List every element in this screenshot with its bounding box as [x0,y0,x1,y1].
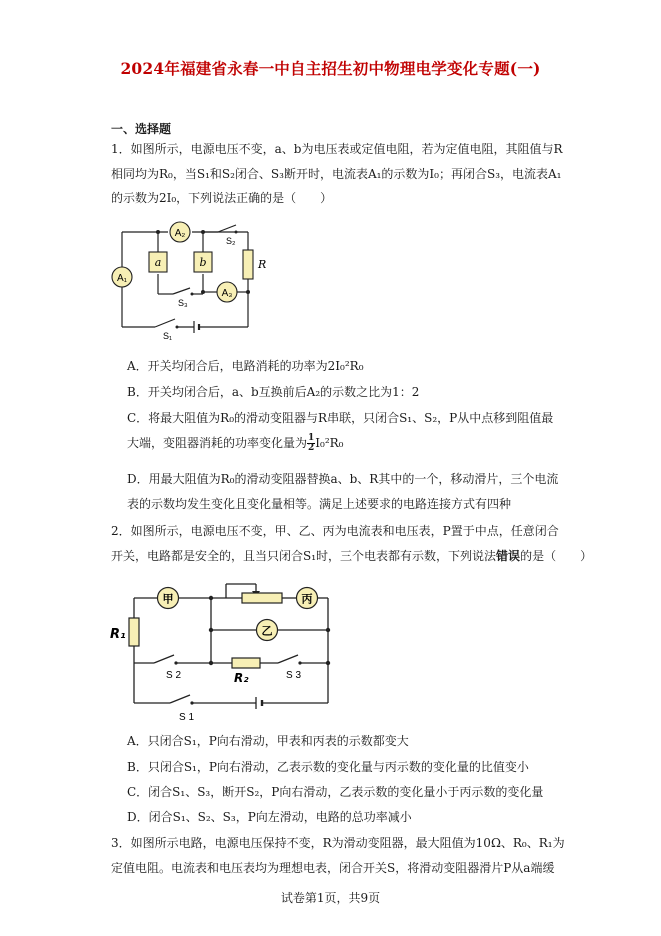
q2-switch-s1-label: S 1 [179,712,195,723]
q1-circuit-diagram [108,222,268,340]
q2-option-c-text: C．闭合S₁、S₃，断开S₂，P向右滑动，乙表示数的变化量小于丙示数的变化量 [127,785,544,799]
q1-option-c-line-2 [127,431,557,456]
q1-option-b [127,380,557,405]
question-3-stem [111,831,565,880]
page-title: 2024年福建省永春一中自主招生初中物理电学变化专题(一) [120,59,541,78]
question-1-stem [111,137,563,211]
q1-option-a [127,354,557,379]
q1-meter-a3-label: A₃ [221,288,233,299]
fraction-numerator: 1 [308,432,315,443]
q2-option-d [127,805,557,830]
q1-option-c-line-1: C．将最大阻值为R₀的滑动变阻器与R串联，只闭合S₁、S₂，P从中点移到阻值最 [127,411,554,425]
section-heading: 一、选择题 [111,122,172,136]
page-footer: 试卷第1页，共9页 [280,891,381,905]
q1-line-1: 1．如图所示，电源电压不变，a、b为电压表或定值电阻，若为定值电阻，其阻值与R [111,142,563,156]
q1-option-c [127,406,557,455]
q1-option-c-text: 大端，变阻器消耗的功率变化量为 [127,435,308,450]
q1-option-a-text: A．开关均闭合后，电路消耗的功率为2I₀²R₀ [127,359,364,373]
q2-line-1: 2．如图所示，电源电压不变，甲、乙、丙为电流表和电压表，P置于中点，任意闭合 [111,524,559,538]
q2-line-2 [111,544,593,569]
q2-resistor-r1-label: R₁ [110,627,126,642]
q2-switch-s2-label: S 2 [166,670,182,681]
q2-line-2-text: 开关，电路都是安全的，且当只闭合S₁时，三个电表都有示数，下列说法 [111,548,497,563]
q1-switch-s1-label: S₁ [163,331,173,341]
q1-resistor-r-label: R [258,258,267,271]
q2-meter-bing-label: 丙 [301,592,313,606]
fraction-denominator: 2 [308,442,315,453]
q2-switch-s3-label: S 3 [286,670,302,681]
q2-option-c [127,780,557,805]
q1-switch-s2-label: S₂ [226,236,236,246]
q2-resistor-r2-label: R₂ [234,671,249,685]
q1-option-d [127,467,557,516]
q1-box-a-label: a [154,256,162,269]
q2-meter-jia-label: 甲 [162,592,174,606]
q1-switch-s3-label: S₃ [178,298,188,308]
q2-option-b-text: B．只闭合S₁，P向右滑动，乙表示数的变化量与丙示数的变化量的比值变小 [127,760,529,774]
q2-option-a-text: A．只闭合S₁，P向右滑动，甲表和丙表的示数都变大 [127,734,409,748]
q1-box-b-label: b [199,256,207,269]
q1-option-c-expression: I₀²R₀ [315,435,344,450]
q1-line-3: 的示数为2I₀，下列说法正确的是（ ） [111,191,333,205]
q2-meter-yi-label: 乙 [261,624,273,638]
question-2-stem [111,519,593,568]
q1-option-d-line-1: D．用最大阻值为R₀的滑动变阻器替换a、b、R其中的一个，移动滑片，三个电流 [127,472,559,486]
q2-emphasis-word: 错误 [496,548,521,563]
q1-meter-a2-label: A₂ [174,228,186,239]
q2-option-b [127,755,557,780]
q2-option-a [127,729,557,754]
q1-option-b-text: B．开关均闭合后，a、b互换前后A₂的示数之比为1：2 [127,385,420,399]
q1-meter-a1-label: A₁ [116,273,128,284]
q3-line-2: 定值电阻。电流表和电压表均为理想电表，闭合开关S，将滑动变阻器滑片P从a端缓 [111,860,555,875]
q2-circuit-diagram [106,578,338,724]
q1-option-d-line-2: 表的示数均发生变化且变化量相等。满足上述要求的电路连接方式有四种 [127,496,512,511]
q2-line-2-end: 的是（ ） [520,548,593,563]
q2-option-d-text: D．闭合S₁、S₂、S₃，P向左滑动，电路的总功率减小 [127,810,412,824]
q3-line-1: 3．如图所示电路，电源电压保持不变，R为滑动变阻器，最大阻值为10Ω、R₀、R₁为 [111,836,565,850]
q1-line-2: 相同均为R₀，当S₁和S₂闭合、S₃断开时，电流表A₁的示数为I₀；再闭合S₃，电流表A₁ [111,166,562,181]
